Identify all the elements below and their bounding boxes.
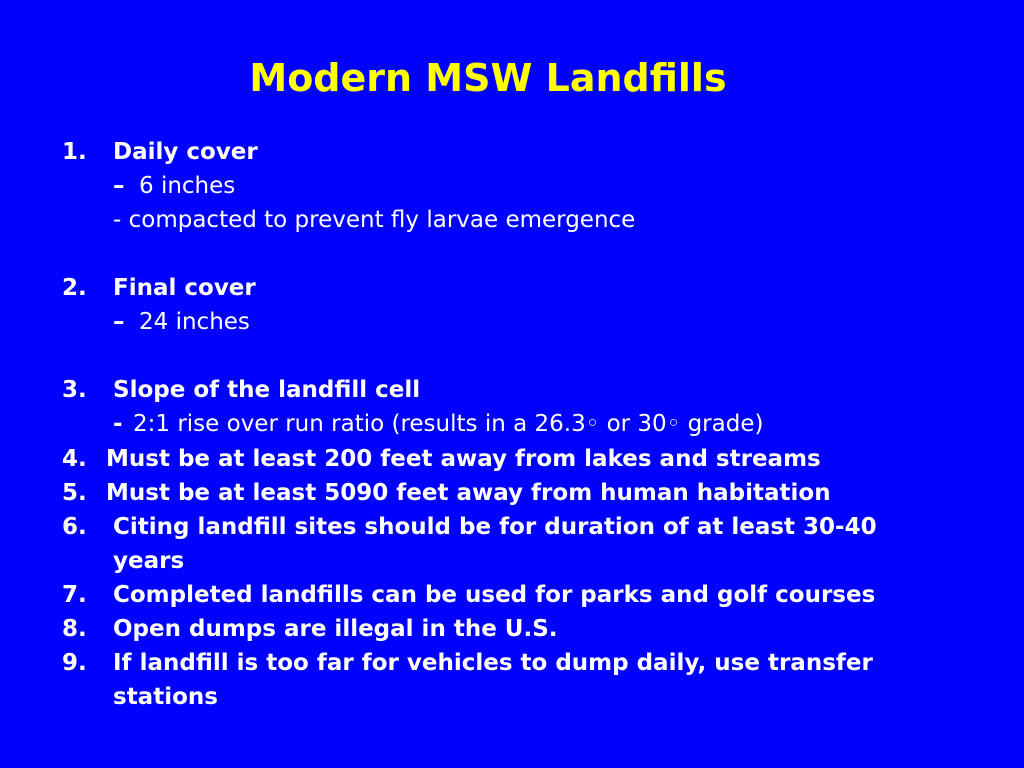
item-number: 3.	[62, 377, 87, 403]
item-number: 5.	[62, 480, 87, 506]
item-number: 9.	[62, 650, 87, 676]
item-text: Final cover	[113, 275, 256, 301]
item-text: Must be at least 5090 feet away from human habitation	[106, 480, 831, 506]
item-text: If landfill is too far for vehicles to dump daily, use transfer	[113, 650, 873, 676]
sub-item-text: - compacted to prevent fly larvae emergence	[113, 207, 636, 233]
item-number: 2.	[62, 275, 87, 301]
slide-title: Modern MSW Landfills	[249, 56, 727, 100]
item-text: Completed landfills can be used for parks and golf courses	[113, 582, 876, 608]
item-text: Citing landfill sites should be for duration of at least 30-40	[113, 514, 877, 540]
item-text: Daily cover	[113, 139, 258, 165]
item-text-continuation: years	[113, 548, 185, 574]
item-number: 6.	[62, 514, 87, 540]
sub-item-text: 24 inches	[139, 309, 250, 335]
sub-item-text: 6 inches	[139, 173, 236, 199]
sub-item-text: 2:1 rise over run ratio (results in a 26.3◦ or 30◦ grade)	[133, 411, 764, 437]
item-number: 7.	[62, 582, 87, 608]
item-text: Must be at least 200 feet away from lakes and streams	[106, 446, 821, 472]
item-text: Open dumps are illegal in the U.S.	[113, 616, 558, 642]
item-number: 1.	[62, 139, 87, 165]
item-number: 4.	[62, 446, 87, 472]
item-text-continuation: stations	[113, 684, 218, 710]
sub-item-dash: –	[113, 309, 125, 335]
item-text: Slope of the landfill cell	[113, 377, 421, 403]
item-number: 8.	[62, 616, 87, 642]
sub-item-dash: -	[113, 411, 123, 437]
sub-item-dash: –	[113, 173, 125, 199]
